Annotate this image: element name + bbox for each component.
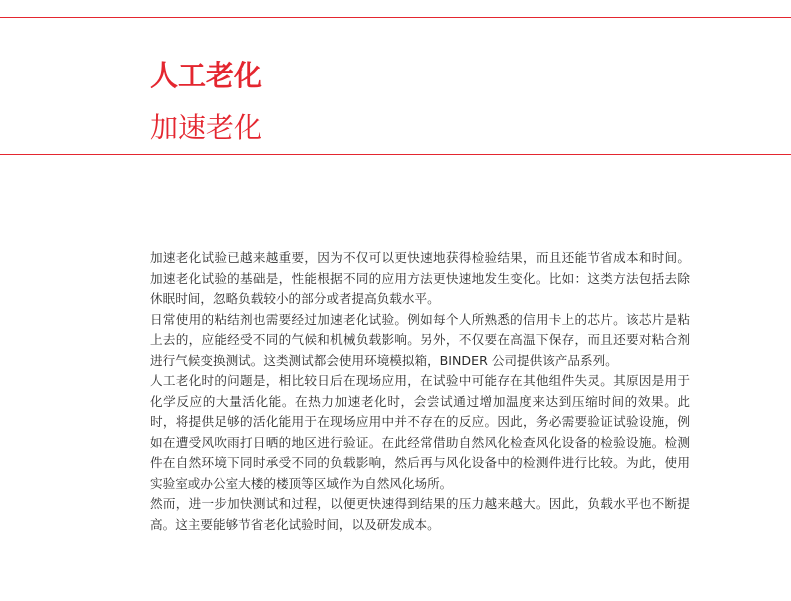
paragraph-4: 然而，进一步加快测试和过程，以便更快速得到结果的压力越来越大。因此，负载水平也不断提高。这主要能够节省老化试验时间，以及研发成本。	[150, 496, 690, 532]
page-title: 人工老化	[150, 59, 263, 92]
paragraph-1: 加速老化试验已越来越重要，因为不仅可以更快速地获得检验结果，而且还能节省成本和时间。加速老化试验的基础是，性能根据不同的应用方法更快速地发生变化。比如：这类方法包括去除休眠时间，忽略负载较小的部分或者提高负载水平。	[150, 250, 690, 306]
header-divider	[0, 154, 791, 155]
top-divider	[0, 17, 791, 18]
paragraph-3: 人工老化时的问题是，相比较日后在现场应用，在试验中可能存在其他组件失灵。其原因是用于化学反应的大量活化能。在热力加速老化时，会尝试通过增加温度来达到压缩时间的效果。此时，将提供足够的活化能用于在现场应用中并不存在的反应。因此，务必需要验证试验设施，例如在遭受风吹雨打日晒的地区进行验证。在此经常借助自然风化检查风化设备的检验设施。检测件在自然环境下同时承受不同的负载影响，然后再与风化设备中的检测件进行比较。为此，使用实验室或办公室大楼的楼顶等区域作为自然风化场所。	[150, 373, 690, 491]
article-body	[150, 248, 690, 535]
paragraph-2: 日常使用的粘结剂也需要经过加速老化试验。例如每个人所熟悉的信用卡上的芯片。该芯片是粘上去的，应能经受不同的气候和机械负载影响。另外，不仅要在高温下保存，而且还要对粘合剂进行气候变换测试。这类测试都会使用环境模拟箱，BINDER 公司提供该产品系列。	[150, 311, 690, 368]
page-subtitle: 加速老化	[150, 111, 263, 144]
